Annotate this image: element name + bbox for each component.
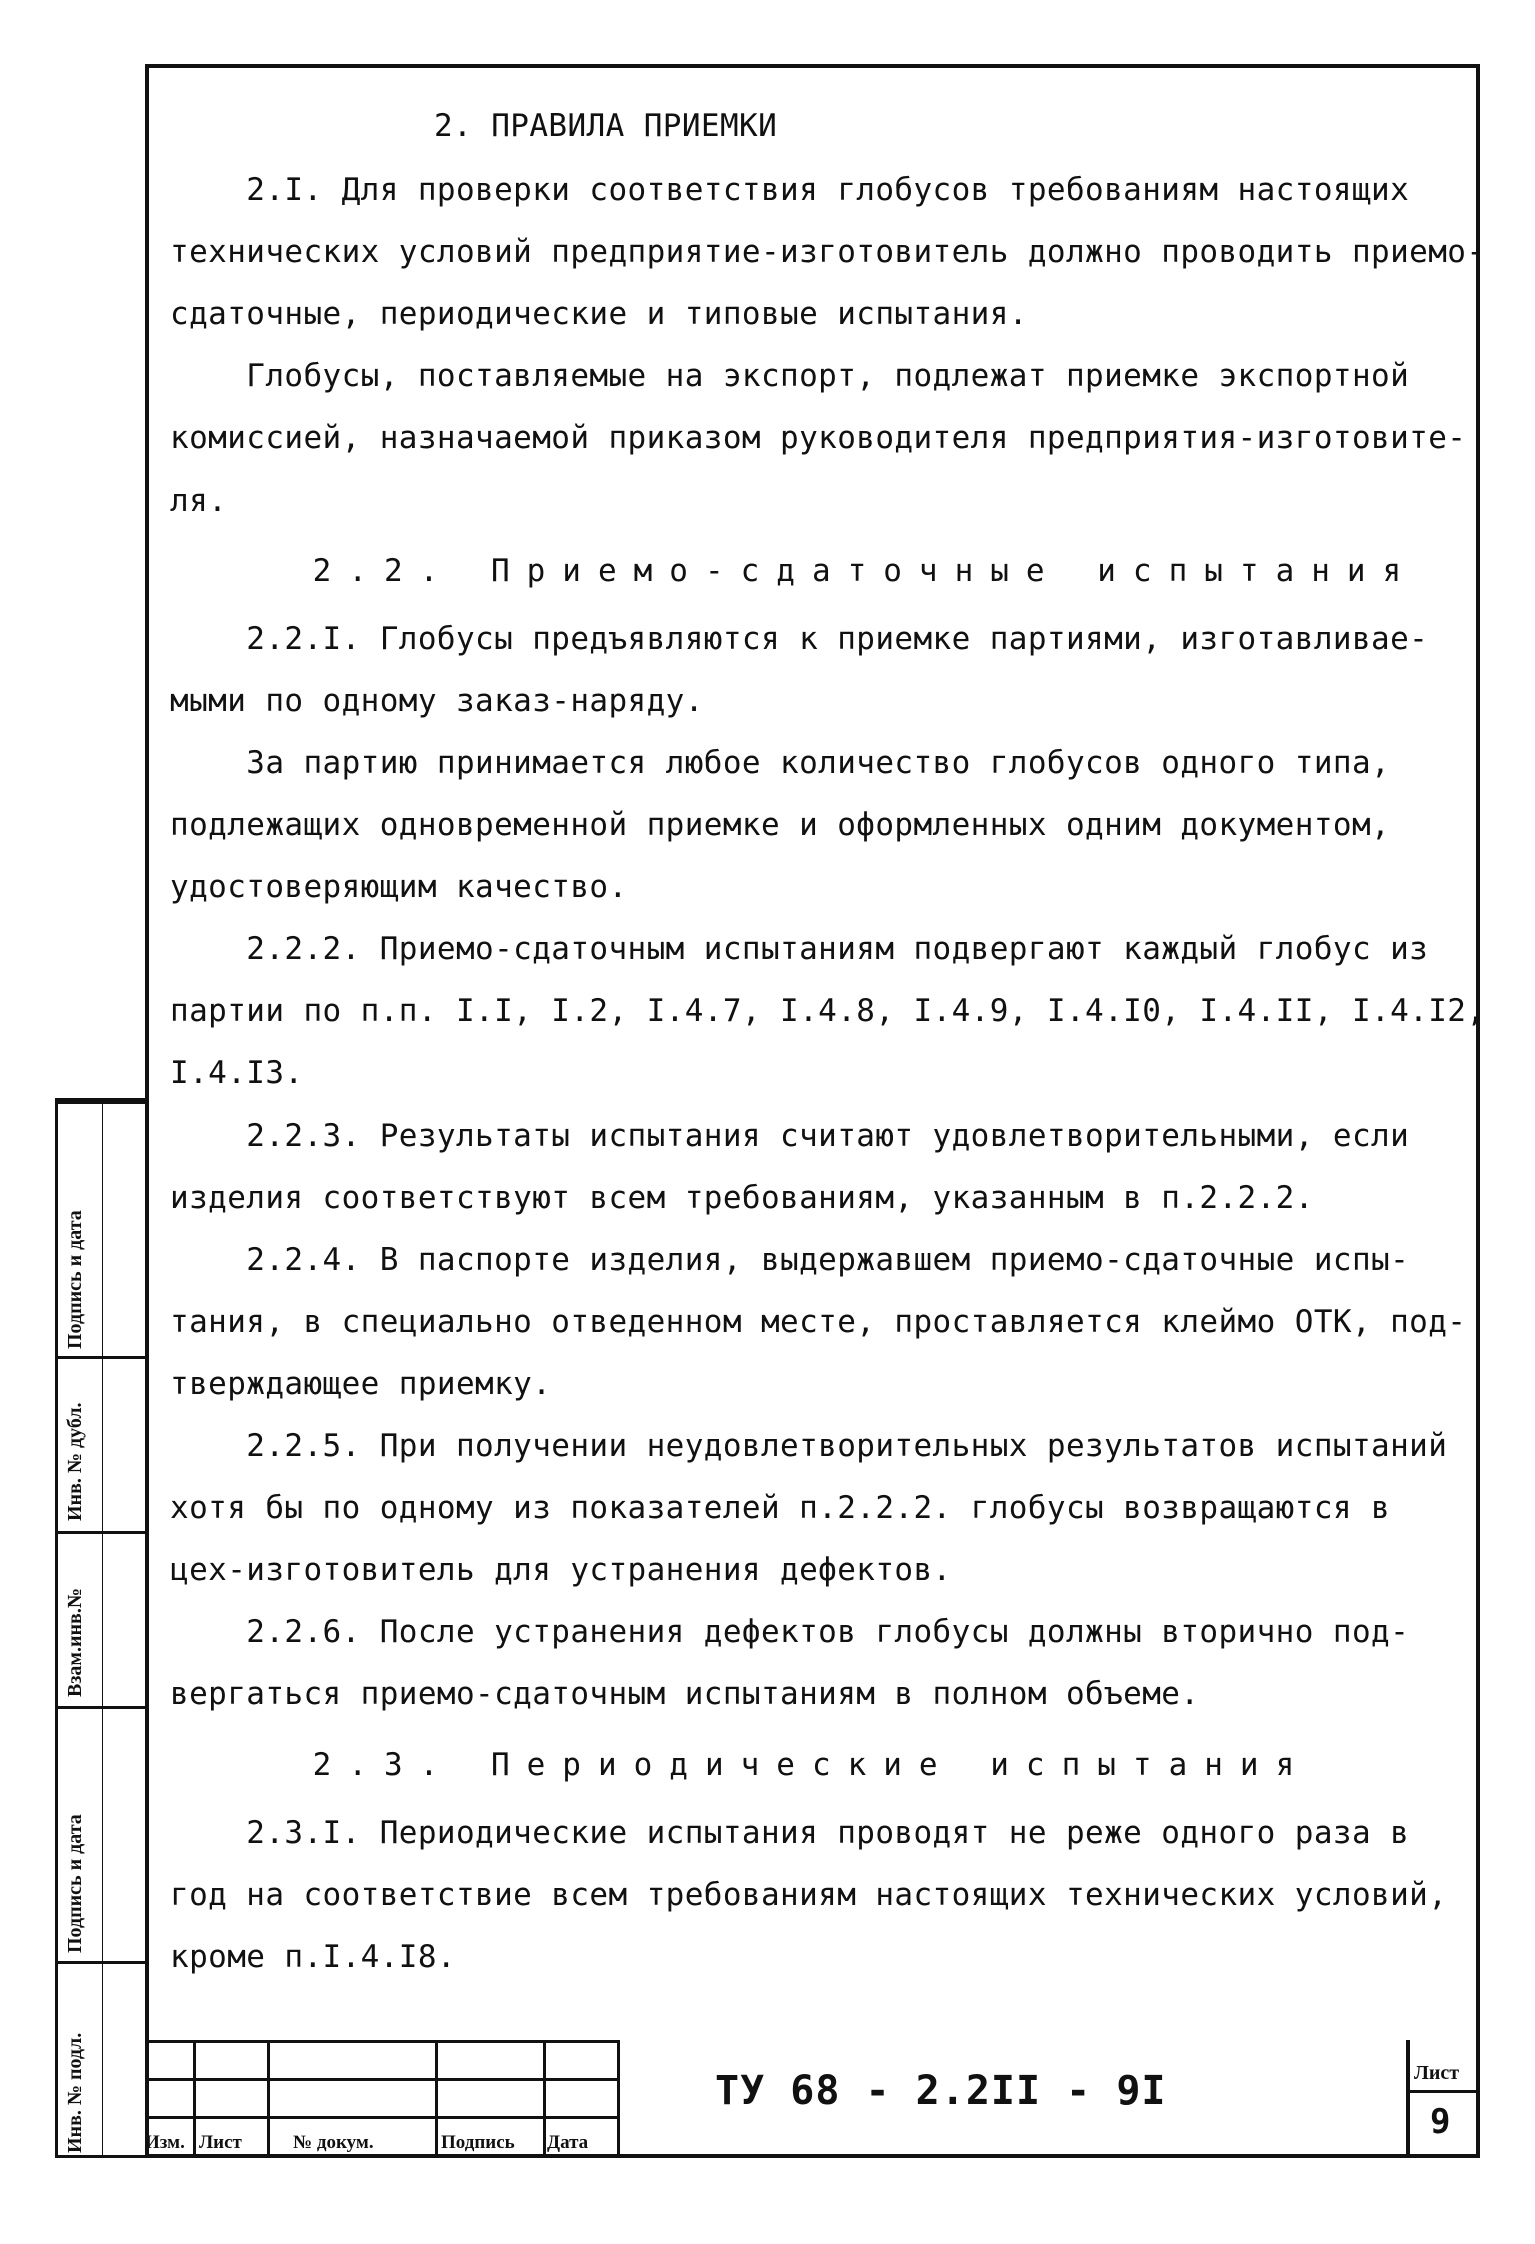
text-line: цех-изготовитель для устранения дефектов. [170, 1552, 952, 1589]
text-line: тверждающее приемку. [170, 1365, 552, 1402]
text-line: мыми по одному заказ-наряду. [170, 682, 704, 719]
text-line: изделия соответствуют всем требованиям, указанным в п.2.2.2. [170, 1179, 1314, 1216]
text-line: 2.I. Для проверки соответствия глобусов требованиям настоящих [170, 172, 1410, 208]
text-line: 2.2.2. Приемо-сдаточным испытаниям подвергают каждый глобус из [170, 931, 1429, 968]
text-line: год на соответствие всем требованиям настоящих технических условий, [170, 1876, 1448, 1913]
col-change: Изм. [145, 2132, 185, 2153]
text-line: подлежащих одновременной приемке и оформленных одним документом, [170, 807, 1391, 843]
text-line: удостоверяющим качество. [170, 869, 628, 906]
revision-table [145, 2040, 620, 2158]
col-signature: Подпись [441, 2132, 515, 2153]
text-line: I.4.I3. [170, 1055, 304, 1092]
text-line: хотя бы по одному из показателей п.2.2.2. глобусы возвращаются в [170, 1490, 1391, 1527]
stamp-label-signature-date: Подпись и дата [64, 1210, 86, 1349]
text-line: партии по п.п. I.I, I.2, I.4.7, I.4.8, I.4.9, I.4.I0, I.4.II, I.4.I2, [170, 993, 1486, 1030]
text-line: технических условий предприятие-изготовитель должно проводить приемо- [170, 234, 1486, 271]
text-line: 2.2.I. Глобусы предъявляются к приемке партиями, изготавливае- [170, 620, 1429, 657]
col-sheet: Лист [199, 2132, 242, 2153]
margin-stamp [55, 1098, 145, 2158]
text-line: ля. [170, 482, 228, 519]
col-doc-number: № докум. [293, 2132, 374, 2153]
text-line: комиссией, назначаемой приказом руководителя предприятия-изготовите- [170, 420, 1467, 457]
text-line: кроме п.I.4.I8. [170, 1938, 456, 1975]
sheet-label: Лист [1414, 2062, 1460, 2084]
text-line: сдаточные, периодические и типовые испытания. [170, 296, 1028, 333]
text-line: 2.2.3. Результаты испытания считают удовлетворительными, если [170, 1117, 1410, 1154]
stamp-label-dup-inventory: Инв. № дубл. [64, 1402, 86, 1521]
document-code: ТУ 68 - 2.2II - 9I [715, 2068, 1167, 2114]
text-line: 2.2.4. В паспорте изделия, выдержавшем приемо-сдаточные испы- [170, 1241, 1410, 1278]
text-line: 2.2.5. При получении неудовлетворительных результатов испытаний [170, 1428, 1448, 1464]
text-line: За партию принимается любое количество глобусов одного типа, [170, 744, 1391, 781]
title-block [145, 2040, 1480, 2158]
text-line: 2.2.6. После устранения дефектов глобусы должны вторично под- [170, 1614, 1410, 1651]
text-line: вергаться приемо-сдаточным испытаниям в полном объеме. [170, 1676, 1200, 1713]
text-line: 2.3.I. Периодические испытания проводят не реже одного раза в [170, 1814, 1410, 1851]
stamp-label-replace-inventory: Взам.инв.№ [64, 1588, 86, 1697]
text-line: тания, в специально отведенном месте, проставляется клеймо ОТК, под- [170, 1303, 1467, 1340]
stamp-label-signature-date-2: Подпись и дата [64, 1814, 86, 1953]
sheet-number: 9 [1430, 2102, 1451, 2142]
text-line: 2.3. Периодические испытания [170, 1746, 1312, 1783]
text-line: 2.2. Приемо-сдаточные испытания [170, 552, 1419, 589]
col-date: Дата [547, 2132, 589, 2153]
section-heading: 2. ПРАВИЛА ПРИЕМКИ [434, 108, 778, 144]
text-line: Глобусы, поставляемые на экспорт, подлежат приемке экспортной [170, 358, 1410, 395]
sheet-box [1406, 2040, 1480, 2158]
stamp-label-original-inventory: Инв. № подл. [64, 2032, 86, 2153]
